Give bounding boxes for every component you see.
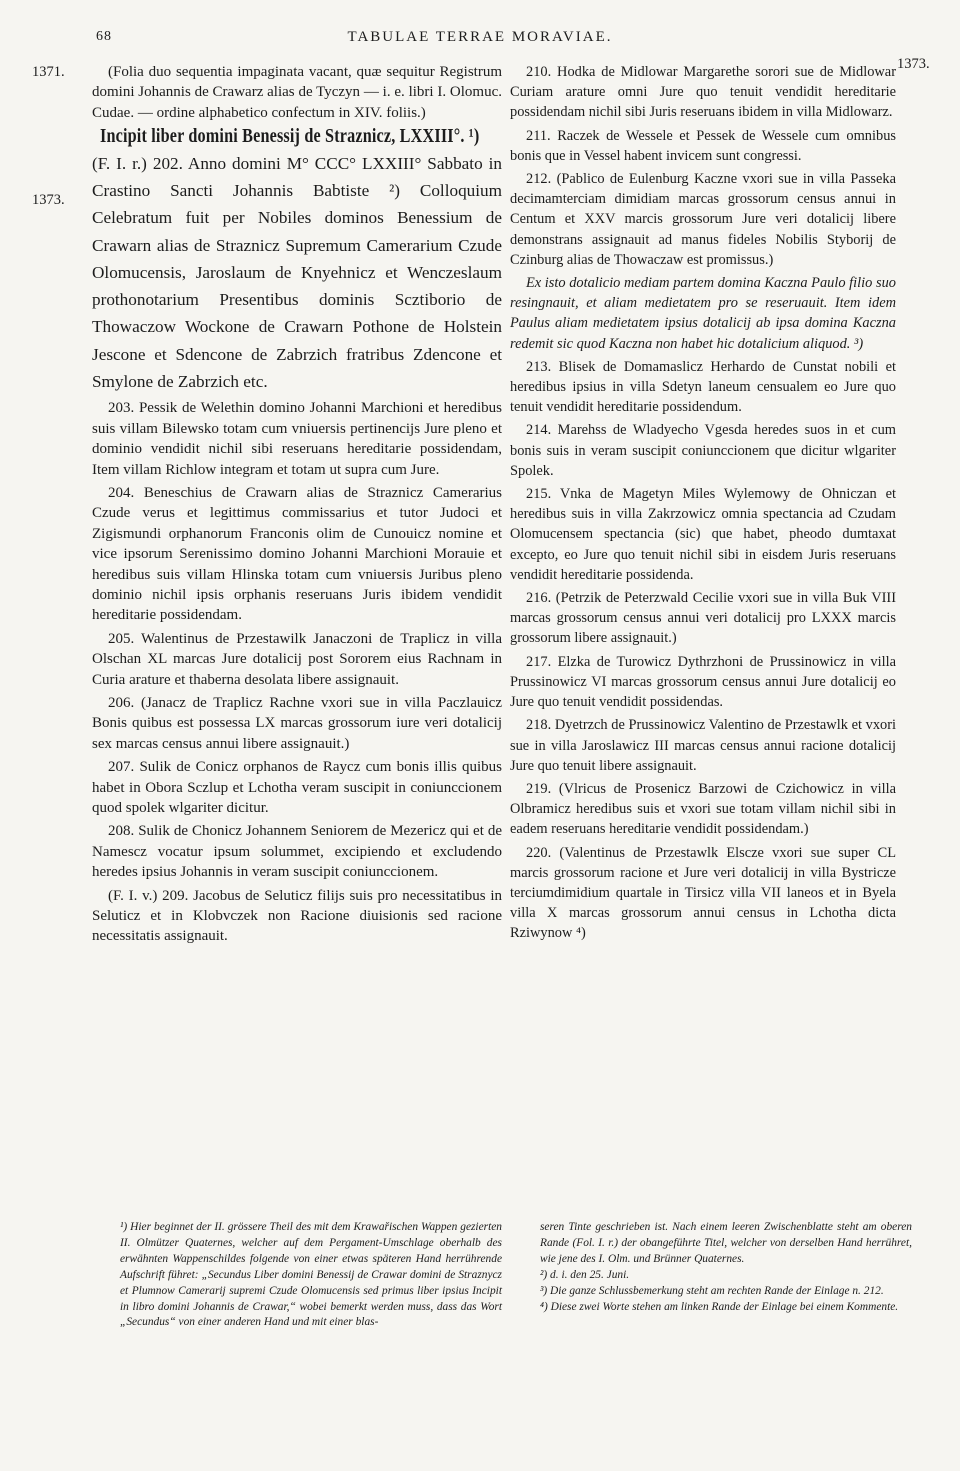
- entry-213: 213. Blisek de Domamaslicz Herhardo de Cunstat nobili et heredibus ipsius in villa Sdetyn laneum censualem eo Jure quo tenuit vendidit hereditarie possidendum.: [510, 358, 896, 416]
- entry-217: 217. Elzka de Turowicz Dythrzhoni de Prussinowicz in villa Prussinowicz VI marcas grossorum census annui Jure dotalicij eo Jure quo tenuit vendidit possidendas.: [510, 653, 896, 711]
- entry-209: (F. I. v.) 209. Jacobus de Seluticz filijs suis pro necessitatibus in Seluticz et in Klobvczek non Racione diuisionis sed racione necessitatis assignauit.: [92, 887, 502, 945]
- page-number: 68: [96, 29, 112, 44]
- margin-year-1373-left: 1373.: [32, 192, 65, 208]
- entry-204: 204. Beneschius de Crawarn alias de Straznicz Camerarius Czude verus et legittimus commissarius et tutor Judoci et Zigismundi orphanorum Franconis olim de Cunouicz nomine et vice ipsorum Serenissimo domino Johanni Marchioni Morauie et heredibus suis villam Hlinska totam cum vniuersis Juribus pleno dominio nichil ipsis orphanis reseruans Juris ibidem vendidit hereditarie possidendam.: [92, 484, 502, 624]
- footnote-1-continued: seren Tinte geschrieben ist. Nach einem leeren Zwischenblatte steht am oberen Rande (Fol. I. r.) der obangeführte Titel, welcher von derselben Hand herrühret, wie jene des I. Olm. und Brünner Quaternes.: [540, 1221, 912, 1265]
- entry-216: 216. (Petrzik de Peterzwald Cecilie vxori sue in villa Buk VIII marcas grossorum census annui veri dotalicij pro LXXX marcis grossorum libere assignauit.): [510, 590, 896, 647]
- entry-208: 208. Sulik de Chonicz Johannem Seniorem de Mezericz qui et de Namescz vocatur ipsum solummet, excipiendo et excludendo heredes ipsius Johannis in veram suscipit coniunccionem.: [92, 823, 502, 881]
- footnote-1: ¹) Hier beginnet der II. grössere Theil des mit dem Krawařischen Wappen gezierten II. Olmützer Quaternes, welcher auf dem Pergament-Umschlage oberhalb des erwähnten Wappenschildes folgende von einer etwas späteren Hand herrührende Aufschrift führet: „Secundus Liber domini Benessij de Crawar domini de Straznycz et Plumnow Camerarij supremi Czude Olomucensis sed primus liber ipsius Incipit in libro domini Johannis de Crawar,“ wobei bemerkt werden muss, dass das Wort „Secundus“ von einer anderen Hand und mit einer blas-: [120, 1221, 502, 1329]
- entry-206: 206. (Janacz de Traplicz Rachne vxori sue in villa Paczlauicz Bonis quibus est possessa LX marcas grossorum iure veri dotalicij sex marcas census annui libere assignauit.): [92, 694, 502, 752]
- entry-219: 219. (Vlricus de Prosenicz Barzowi de Czichowicz in villa Olbramicz heredibus suis et vxori sue totam villam nichil sibi in eadem reseruans hereditarie vendidit possidendam.): [510, 780, 896, 838]
- entry-212: 212. (Pablico de Eulenburg Kaczne vxori sue in villa Passeka decimamterciam dimidiam marcas grossorum census annui in Centum et XXV marcis grossorum Jure veri dotalicij libere demonstrans assignauit ad manus fideles Nobilis Styborij de Czinburg alias de Thowaczaw est promissus.): [510, 171, 896, 268]
- footnotes-left: [120, 1220, 502, 1331]
- footnote-3: ³) Die ganze Schlussbemerkung steht am rechten Rande der Einlage n. 212.: [540, 1284, 884, 1297]
- right-column: [510, 62, 896, 947]
- intro-paragraph: (Folia duo sequentia impaginata vacant, quæ sequitur Registrum domini Johannis de Crawarz alias de Tyczyn — i. e. libri I. Olomuc. Cudae. — ordine alphabetico confectum in XIV. foliis.): [92, 64, 502, 121]
- footnote-4: ⁴) Diese zwei Worte stehen am linken Rande der Einlage bei einem Kommente.: [540, 1300, 899, 1313]
- entry-210: 210. Hodka de Midlowar Margarethe sorori sue de Midlowar Curiam arature omni Jure quo tenuit vendidit hereditarie possidendam nichil sibi Juris reseruans ibidem in villa Midlowarz.: [510, 64, 896, 121]
- entry-214: 214. Marehss de Wladyecho Vgesda heredes suos in et cum bonis suis in veram suscipit coniunccionem que dicitur wlgariter Spolek.: [510, 422, 896, 479]
- footnote-2: ²) d. i. den 25. Juni.: [540, 1268, 630, 1281]
- entry-218: 218. Dyetrzch de Prussinowicz Valentino de Przestawlk et vxori sue in villa Jaroslawicz III marcas census annui racione dotalicij Jure quo tenuit libere assignauit.: [510, 717, 896, 774]
- margin-year-1373-right: 1373.: [897, 56, 930, 72]
- entry-220: 220. (Valentinus de Przestawlk Elscze vxori sue super CL marcis grossorum racione et Jure veri dotalicij in villa Bystricze terciumdimidium quartale in Tirsicz villa VII laneos et in Byela villa X marcas grossorum annui census in Lchotha dicta Rziwynow ⁴): [510, 844, 896, 942]
- entry-215: 215. Vnka de Magetyn Miles Wylemowy de Ohniczan et heredibus suis in villa Zakrzowicz omnia spectancia ad Czudam Olomucensem spectancia (sic) que habet, pheodo dumtaxat excepto, eo Jure quo tenuit nichil sibi in eisdem Juris reseruans vendidit hereditarie possidenda.: [510, 486, 896, 583]
- margin-year-1371: 1371.: [32, 64, 65, 80]
- entry-212-note: Ex isto dotalicio mediam partem domina Kaczna Paulo filio suo resingnauit, et aliam medietatem pro se reseruauit. Item idem Paulus aliam medietatem ipsius dotalicij ab ipsa domina Kaczna redemit sic quod Kaczna non habet hic dotalicium aliquod. ³): [510, 275, 896, 352]
- footnotes-right: [540, 1220, 912, 1315]
- entry-211: 211. Raczek de Wessele et Pessek de Wessele cum omnibus bonis que in Vessel habent invicem sunt congressi.: [510, 127, 896, 164]
- incipit-heading: Incipit liber domini Benessij de Straznicz, LXXIII°. ¹): [100, 126, 480, 148]
- entry-202: (F. I. r.) 202. Anno domini M° CCC° LXXIII° Sabbato in Crastino Sancti Johannis Babtiste ²) Colloquium Celebratum fuit per Nobiles dominos Benessium de Crawarn alias de Straznicz Supremum Camerarium Czude Olomucensis, Jaroslaum de Knyehnicz et Wenczeslaum prothonotarium Presentibus dominis Scztiborio de Thowaczow Wockone de Crawarn Pothone de Holstein Jescone et Sdencone de Zabrzich fratribus Zdencone et Smylone de Zabrzich etc.: [92, 153, 502, 391]
- left-column: [92, 62, 502, 950]
- entry-203: 203. Pessik de Welethin domino Johanni Marchioni et heredibus suis villam Bilewsko totam cum vniuersis pertinencijs Jure pleno et dominio vendidit nichil sibi reseruans hereditarie possidendam, Item villam Richlow integram et totam ut supra cum Jure.: [92, 400, 502, 478]
- running-title: TABULAE TERRAE MORAVIAE.: [347, 29, 613, 45]
- entry-205: 205. Walentinus de Przestawilk Janaczoni de Traplicz in villa Olschan XL marcas Jure dotalicij post Sororem eius Rachnam in Curia arature et thaberna desolata libere assignauit.: [92, 630, 502, 688]
- entry-207: 207. Sulik de Conicz orphanos de Raycz cum bonis illis quibus habet in Obora Sczlup et Lchotha veram suscipit in coniunccionem quod spolek wlgariter dicitur.: [92, 759, 502, 817]
